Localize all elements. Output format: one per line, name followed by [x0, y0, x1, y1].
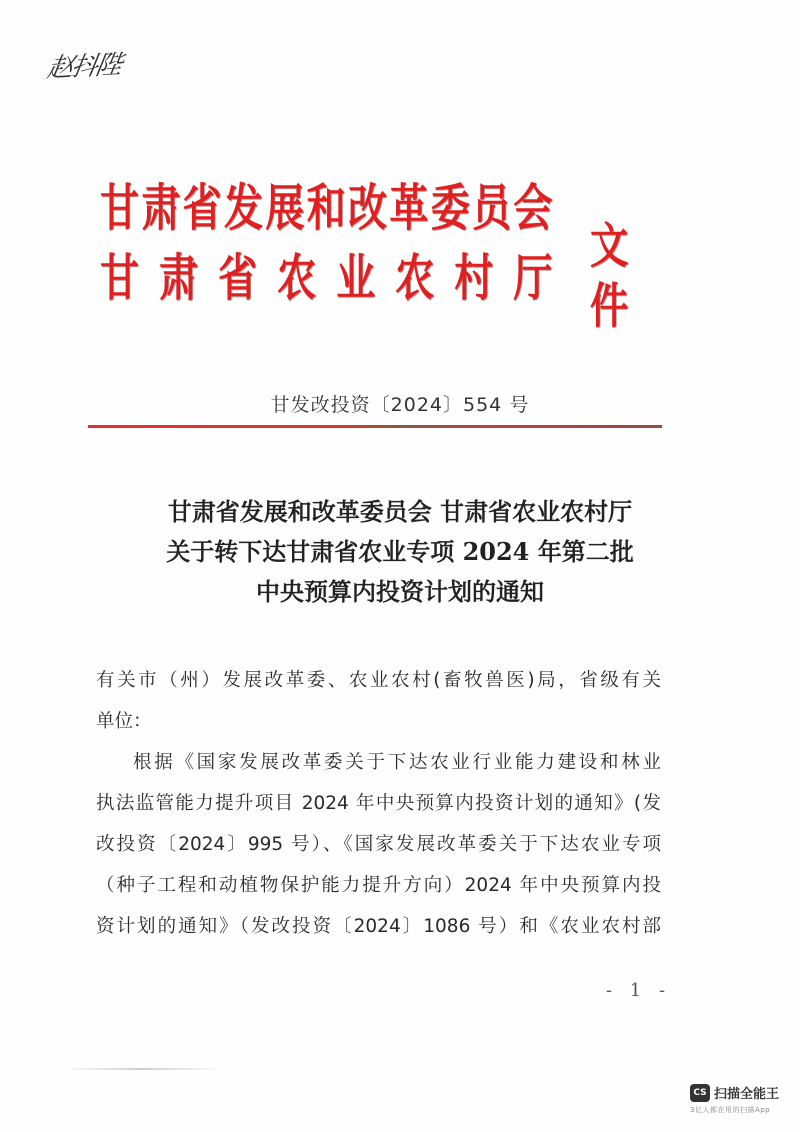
header-char: 厅 [513, 249, 553, 307]
document-number: 甘发改投资〔2024〕554 号 [270, 394, 530, 416]
header-char: 省 [218, 249, 258, 307]
header-char: 员 [472, 179, 512, 237]
scanner-watermark [690, 1083, 795, 1115]
header-char: 肃 [159, 249, 199, 307]
header-issuer-1 [100, 178, 552, 238]
document-title [0, 492, 800, 612]
body-line: 改投资〔2024〕995 号）、《国家发展改革委关于下达农业专项 [96, 834, 661, 855]
header-char: 肃 [141, 179, 181, 237]
body-line: （种子工程和动植物保护能力提升方向）2024 年中央预算内投 [96, 875, 661, 896]
header-char: 农 [277, 249, 317, 307]
title-line: 关于转下达甘肃省农业专项 2024 年第二批 [166, 537, 634, 566]
header-char: 和 [306, 179, 346, 237]
body-line: 根据《国家发展改革委关于下达农业行业能力建设和林业 [133, 752, 661, 773]
header-char: 会 [513, 179, 553, 237]
body-line: 单位： [96, 711, 152, 732]
header-char: 发 [224, 179, 264, 237]
red-divider [88, 425, 662, 428]
header-char: 农 [395, 249, 435, 307]
body-line: 有关市（州）发展改革委、农业农村(畜牧兽医)局，省级有关 [96, 670, 661, 691]
title-line: 甘肃省发展和改革委员会 甘肃省农业农村厅 [167, 497, 633, 526]
page-number: - 1 - [606, 980, 672, 1001]
watermark-subtitle: 3亿人都在用的扫描App [690, 1106, 771, 1114]
header-char: 省 [182, 179, 222, 237]
title-line: 中央预算内投资计划的通知 [256, 577, 544, 606]
watermark-name: 扫描全能王 [714, 1087, 780, 1102]
header-suffix: 文件 [590, 218, 629, 334]
header-char: 改 [348, 179, 388, 237]
header-char: 甘 [100, 249, 139, 307]
header-issuer-2 [100, 248, 552, 308]
header-char: 甘 [100, 179, 139, 237]
document-header [100, 178, 660, 334]
header-char: 业 [336, 249, 376, 307]
body-line: 资计划的通知》（发改投资〔2024〕1086 号）和《农业农村部 [96, 916, 661, 937]
header-char: 展 [265, 179, 305, 237]
handwritten-signature: 赵抖陛 [44, 50, 123, 84]
header-char: 村 [454, 249, 494, 307]
camscanner-logo-icon: CS [690, 1084, 710, 1102]
header-char: 委 [430, 179, 470, 237]
scan-artifact [70, 1068, 215, 1070]
document-body [96, 660, 661, 947]
body-line: 执法监管能力提升项目 2024 年中央预算内投资计划的通知》(发 [96, 793, 661, 814]
header-char: 革 [389, 179, 429, 237]
